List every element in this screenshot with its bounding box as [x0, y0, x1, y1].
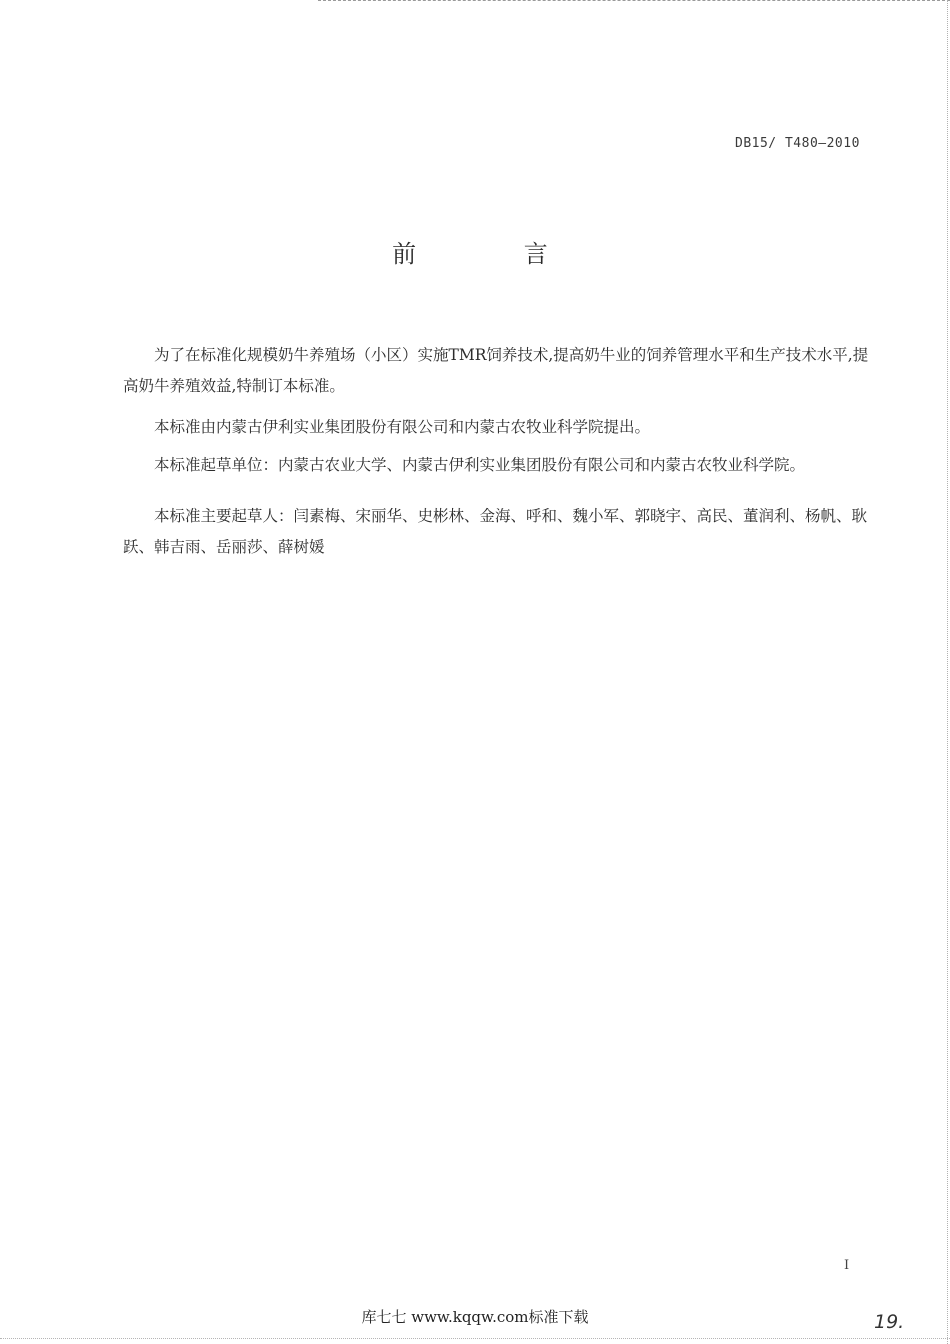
top-border-line — [318, 0, 950, 1]
footer-watermark-text: 库七七 www.kqqw.com标准下载 — [361, 1308, 589, 1326]
paragraph-text: 本标准主要起草人：闫素梅、宋丽华、史彬林、金海、呼和、魏小军、郭晓宇、高民、董润利、杨帆、耿跃、韩吉雨、岳丽莎、薛树媛 — [123, 507, 868, 556]
paragraph-drafting-units — [123, 450, 873, 481]
paragraph-text: 本标准起草单位：内蒙古农业大学、内蒙古伊利实业集团股份有限公司和内蒙古农牧业科学院。 — [154, 456, 806, 474]
paragraph-drafters — [123, 501, 873, 563]
paragraph-text: 为了在标准化规模奶牛养殖场（小区）实施TMR饲养技术,提高奶牛业的饲养管理水平和生产技术水平,提高奶牛养殖效益,特制订本标准。 — [123, 346, 869, 395]
paragraph-proposer — [123, 412, 873, 443]
paragraph-purpose — [123, 340, 873, 402]
page-number: I — [844, 1258, 850, 1273]
handwritten-mark: 19. — [874, 1311, 905, 1333]
paragraph-text: 本标准由内蒙古伊利实业集团股份有限公司和内蒙古农牧业科学院提出。 — [154, 418, 651, 436]
right-border-line — [947, 0, 948, 1344]
page-title: 前 言 — [392, 240, 598, 268]
standard-code: DB15/ T480—2010 — [735, 136, 860, 151]
bottom-border-line — [0, 1338, 950, 1339]
